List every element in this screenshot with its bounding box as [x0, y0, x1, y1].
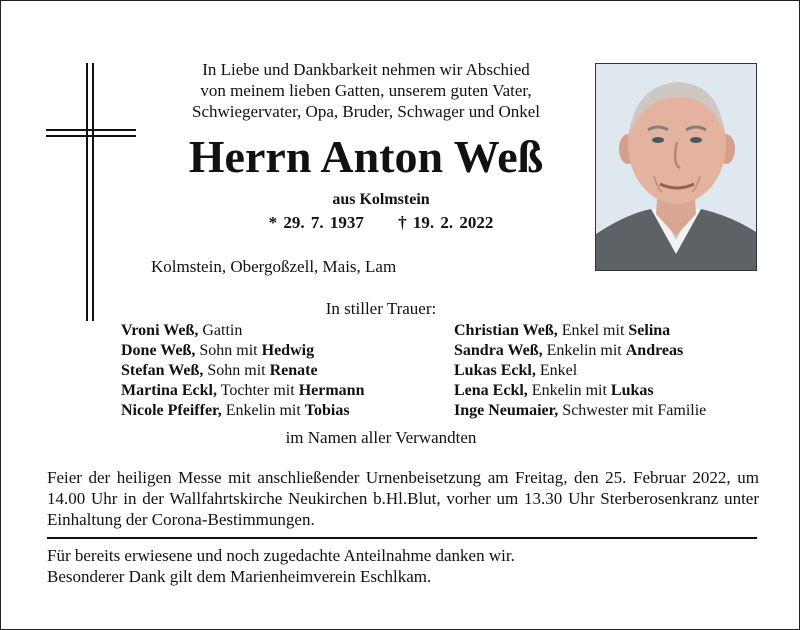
life-dates: [181, 213, 581, 233]
thanks-line: Für bereits erwiesene und noch zugedachte Anteilnahme danken wir.: [47, 546, 515, 565]
relatives-line: im Namen aller Verwandten: [285, 428, 477, 447]
mourner-entry: Stefan Weß, Sohn mit Renate: [121, 362, 318, 379]
portrait-photo: [595, 63, 757, 271]
intro-text: [151, 59, 581, 122]
deceased-name: Herrn Anton Weß: [188, 131, 544, 182]
deceased-origin: aus Kolmstein: [332, 191, 430, 208]
mourning-heading: In stiller Trauer:: [325, 299, 437, 318]
places-line: Kolmstein, Obergoßzell, Mais, Lam: [151, 257, 397, 276]
mourner-entry: Lena Eckl, Enkelin mit Lukas: [454, 382, 654, 399]
intro-line: Schwiegervater, Opa, Bruder, Schwager und Onkel: [192, 102, 540, 121]
mourner-entry: Sandra Weß, Enkelin mit Andreas: [454, 342, 684, 359]
mourner-entry: Inge Neumaier, Schwester mit Familie: [454, 402, 707, 419]
cross-icon: [46, 63, 136, 321]
mourner-entry: Lukas Eckl, Enkel: [454, 362, 578, 379]
mourners-left: [121, 321, 364, 421]
mourner-entry: Nicole Pfeiffer, Enkelin mit Tobias: [121, 402, 350, 419]
thanks-text: [47, 545, 759, 587]
intro-line: von meinem lieben Gatten, unserem guten Vater,: [200, 81, 532, 100]
mourner-entry: Christian Weß, Enkel mit Selina: [454, 322, 671, 339]
mourners-right: [454, 321, 706, 421]
thanks-line: Besonderer Dank gilt dem Marienheimverein Eschlkam.: [47, 567, 432, 586]
service-text: Feier der heiligen Messe mit anschließender Urnenbeisetzung am Freitag, den 25. Februar 2022, um 14.00 Uhr in der Wallfahrtskirche Neukirchen b.Hl.Blut, vorher um 13.30 Uhr Sterberosenkranz unter Einhaltung der Corona-Bestimmungen.: [47, 468, 759, 529]
portrait-photo-image: [596, 64, 756, 270]
death-date: † 19. 2. 2022: [398, 213, 494, 232]
mourner-entry: Vroni Weß, Gattin: [121, 322, 243, 339]
mourner-entry: Done Weß, Sohn mit Hedwig: [121, 342, 315, 359]
birth-date: * 29. 7. 1937: [268, 213, 364, 232]
mourner-entry: Martina Eckl, Tochter mit Hermann: [121, 382, 365, 399]
intro-line: In Liebe und Dankbarkeit nehmen wir Abschied: [202, 60, 530, 79]
divider: [47, 537, 757, 539]
